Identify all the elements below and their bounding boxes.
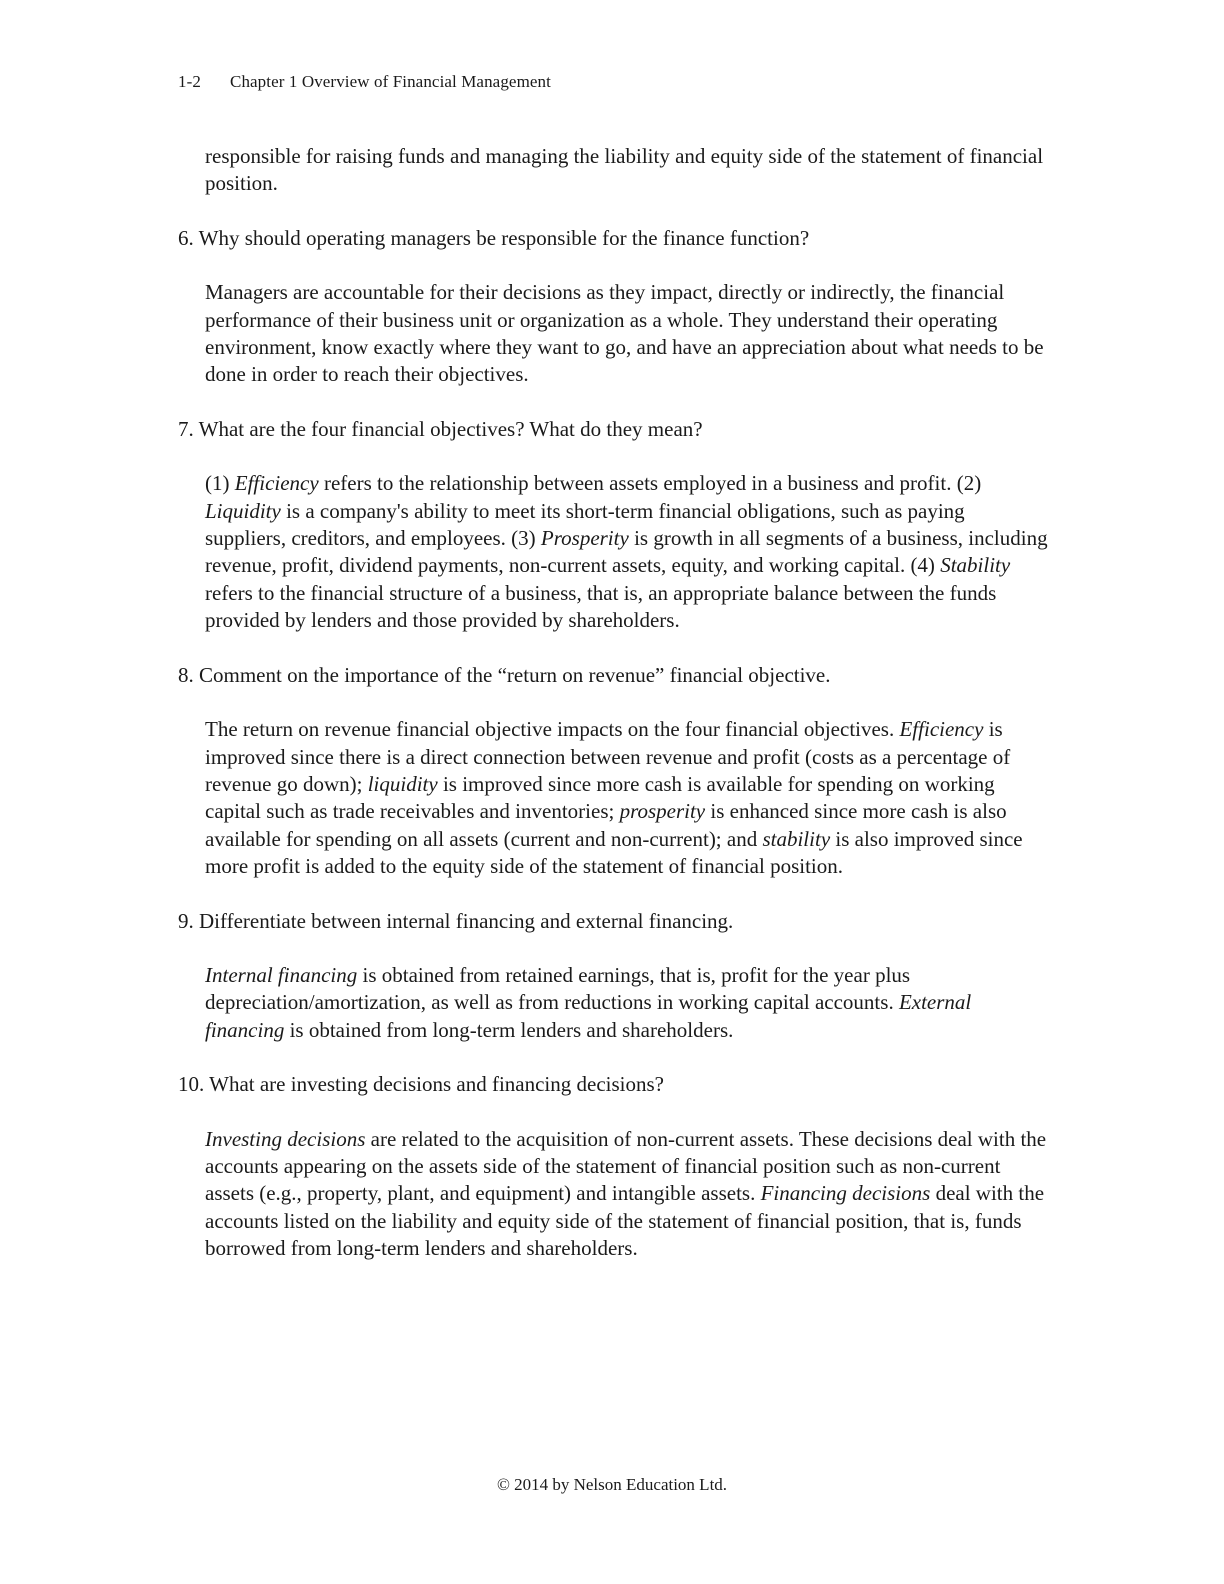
term-investing-decisions: Investing decisions: [205, 1126, 366, 1151]
term-liquidity: Liquidity: [205, 498, 281, 523]
answer-9-text: is obtained from retained earnings, that is, profit for the year plus depreciation/amortization, as well as from reductions in working capital accounts.: [205, 962, 911, 1015]
term-efficiency: Efficiency: [899, 717, 984, 742]
answer-7-text: (1): [205, 471, 235, 496]
term-prosperity: Prosperity: [540, 526, 629, 551]
page-header: [178, 72, 551, 92]
page-footer: [0, 1475, 1224, 1495]
answer-8-text: is improved since more cash is available for spending on working capital such as trade receivables and inventories;: [205, 771, 995, 824]
question-9: 9. Differentiate between internal financing and external financing.: [178, 908, 734, 933]
term-external-financing: External financing: [205, 990, 972, 1042]
answer-6: Managers are accountable for their decisions as they impact, directly or indirectly, the financial performance of their business unit or organization as a whole. They understand their operating environment, know exactly where they want to go, and have an appreciation about what needs to be done in order to reach their objectives.: [205, 280, 1044, 387]
continuation-paragraph: responsible for raising funds and managing the liability and equity side of the statement of financial position.: [205, 144, 1044, 196]
answer-8-text: The return on revenue financial objective impacts on the four financial objectives.: [205, 717, 900, 742]
copyright-notice: © 2014 by Nelson Education Ltd.: [496, 1475, 728, 1494]
answer-7-text: refers to the financial structure of a business, that is, an appropriate balance between the funds provided by lenders and those provided by shareholders.: [205, 580, 997, 633]
answer-8-text: is also improved since more profit is added to the equity side of the statement of financial position.: [205, 826, 1023, 879]
answer-10-text: are related to the acquisition of non-current assets. These decisions deal with the accounts appearing on the assets side of the statement of financial position such as non-current assets (e.g., property, plant, and equipment) and intangible assets.: [205, 1126, 1047, 1206]
term-prosperity: prosperity: [619, 799, 706, 824]
question-6: 6. Why should operating managers be responsible for the finance function?: [178, 225, 810, 250]
term-internal-financing: Internal financing: [205, 962, 358, 987]
question-10: 10. What are investing decisions and financing decisions?: [178, 1072, 664, 1097]
answer-7-text: is a company's ability to meet its short-term financial obligations, such as paying suppliers, creditors, and employees. (3): [205, 498, 965, 551]
answer-10-text: deal with the accounts listed on the liability and equity side of the statement of financial position, that is, funds borrowed from long-term lenders and shareholders.: [205, 1181, 1045, 1261]
term-stability: stability: [762, 826, 831, 851]
answer-7-text: refers to the relationship between assets employed in a business and profit. (2): [318, 471, 982, 496]
term-efficiency: Efficiency: [234, 471, 319, 496]
question-8: 8. Comment on the importance of the “return on revenue” financial objective.: [178, 662, 831, 687]
answer-10: [205, 1126, 1048, 1263]
page-number: 1-2: [178, 72, 201, 91]
answer-9-text: is obtained from long-term lenders and shareholders.: [284, 1017, 734, 1042]
question-7: 7. What are the four financial objectives? What do they mean?: [178, 416, 703, 441]
answer-8-text: is improved since there is a direct connection between revenue and profit (costs as a percentage of revenue go down);: [205, 717, 1011, 796]
document-body: [178, 143, 1048, 1290]
answer-7-text: is growth in all segments of a business, including revenue, profit, dividend payments, non-current assets, equity, and working capital. (4): [205, 526, 1048, 578]
term-stability: Stability: [940, 553, 1011, 578]
answer-8-text: is enhanced since more cash is also available for spending on all assets (current and non-current); and: [205, 799, 1007, 851]
answer-9: [205, 962, 1048, 1044]
term-liquidity: liquidity: [367, 771, 438, 796]
answer-8: [205, 716, 1048, 880]
term-financing-decisions: Financing decisions: [760, 1181, 931, 1206]
chapter-title: Chapter 1 Overview of Financial Management: [230, 72, 551, 91]
answer-7: [205, 470, 1048, 634]
